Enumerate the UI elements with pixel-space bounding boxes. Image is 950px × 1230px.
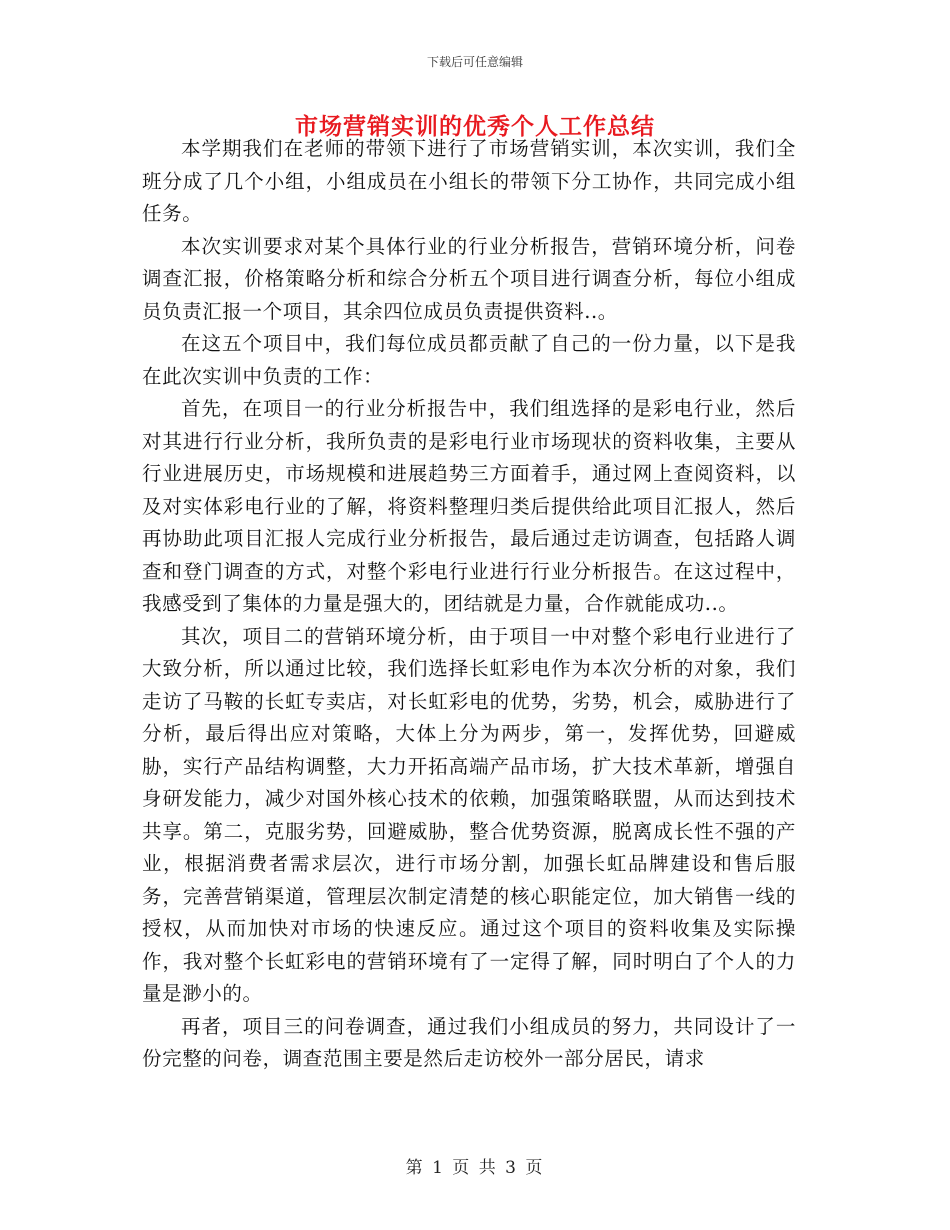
page-footer: 第 1 页 共 3 页 [405,1158,545,1178]
document-body [142,133,796,1076]
paragraph-4: 首先，在项目一的行业分析报告中，我们组选择的是彩电行业，然后对其进行行业分析，我所负责的是彩电行业市场现状的资料收集，主要从行业进展历史，市场规模和进展趋势三方面着手，通过网上查阅资料，以及对实体彩电行业的了解，将资料整理归类后提供给此项目汇报人，然后再协助此项目汇报人完成行业分析报告，最后通过走访调查，包括路人调查和登门调查的方式，对整个彩电行业进行行业分析报告。在这过程中，我感受到了集体的力量是强大的，团结就是力量，合作就能成功..。 [142,397,796,615]
paragraph-3: 在这五个项目中，我们每位成员都贡献了自己的一份力量，以下是我在此次实训中负责的工作： [142,332,796,388]
paragraph-6: 再者，项目三的问卷调查，通过我们小组成员的努力，共同设计了一份完整的问卷，调查范围主要是然后走访校外一部分居民，请求 [142,1014,796,1070]
paragraph-1: 本学期我们在老师的带领下进行了市场营销实训，本次实训，我们全班分成了几个小组，小组成员在小组长的带领下分工协作，共同完成小组任务。 [142,137,796,225]
paragraph-5: 其次，项目二的营销环境分析，由于项目一中对整个彩电行业进行了大致分析，所以通过比较，我们选择长虹彩电作为本次分析的对象，我们走访了马鞍的长虹专卖店，对长虹彩电的优势，劣势，机会，威胁进行了分析，最后得出应对策略，大体上分为两步，第一，发挥优势，回避威胁，实行产品结构调整，大力开拓高端产品市场，扩大技术革新，增强自身研发能力，减少对国外核心技术的依赖，加强策略联盟，从而达到技术共享。第二，克服劣势，回避威胁，整合优势资源，脱离成长性不强的产业，根据消费者需求层次，进行市场分割，加强长虹品牌建设和售后服务，完善营销渠道，管理层次制定清楚的核心职能定位，加大销售一线的授权，从而加快对市场的快速反应。通过这个项目的资料收集及实际操作，我对整个长虹彩电的营销环境有了一定得了解，同时明白了个人的力量是渺小的。 [142,624,796,1005]
paragraph-2: 本次实训要求对某个具体行业的行业分析报告，营销环境分析，问卷调查汇报，价格策略分析和综合分析五个项目进行调查分析，每位小组成员负责汇报一个项目，其余四位成员负责提供资料..。 [142,234,796,323]
header-note: 下载后可任意编辑 [426,55,523,69]
document-title: 市场营销实训的优秀个人工作总结 [295,113,655,140]
